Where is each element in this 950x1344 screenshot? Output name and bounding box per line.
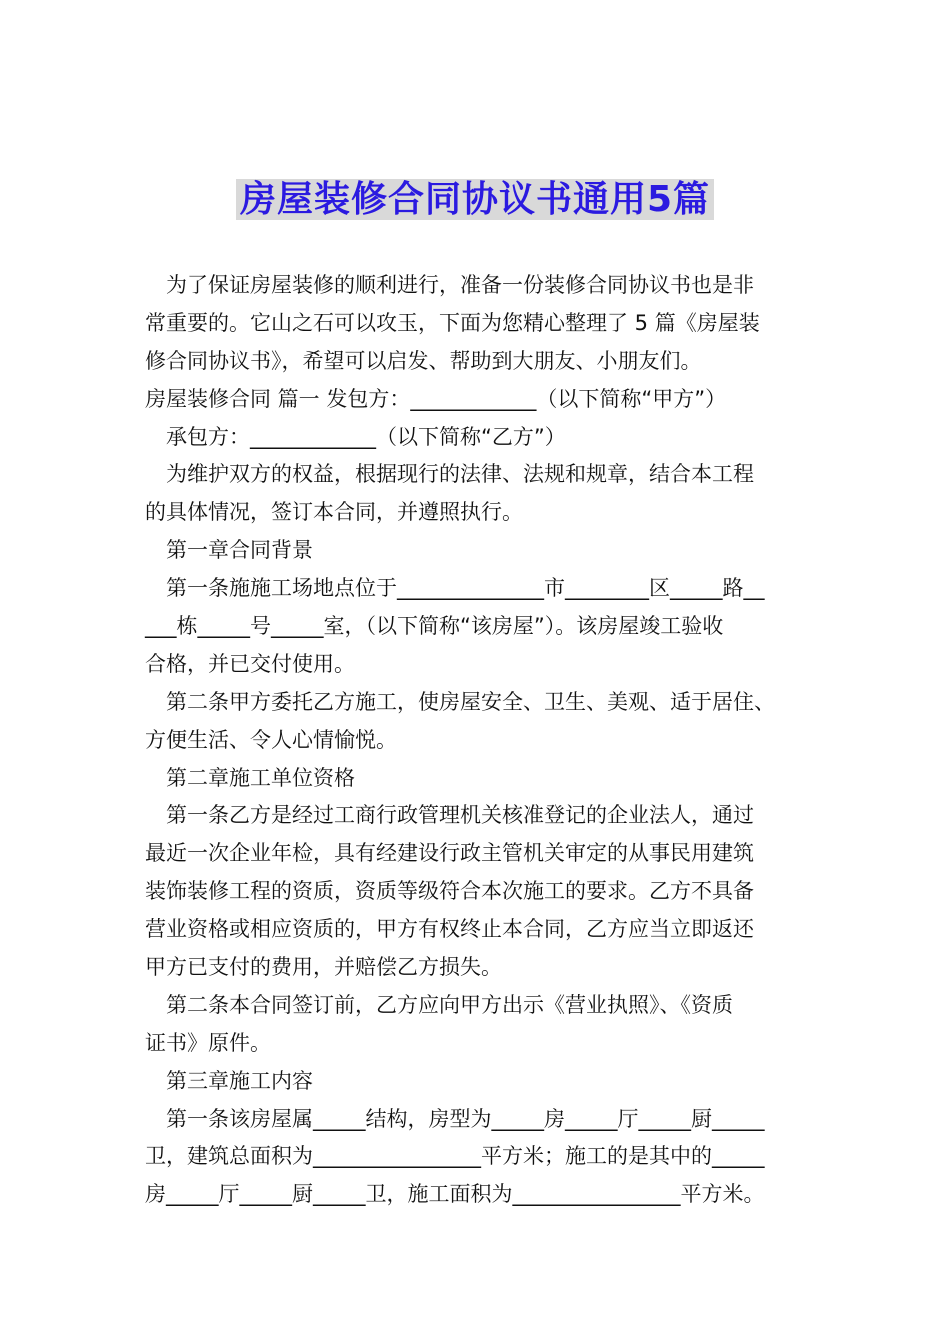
paragraph-line: 装饰装修工程的资质，资质等级符合本次施工的要求。乙方不具备 [145,879,754,904]
paragraph-line: 营业资格或相应资质的，甲方有权终止本合同，乙方应当立即返还 [145,917,754,942]
paragraph-line: 第一条施施工场地点位于______________市________区_____路__ [166,576,765,601]
paragraph-line: 第二条甲方委托乙方施工，使房屋安全、卫生、美观、适于居住、 [166,689,775,714]
paragraph-line: 证书》原件。 [145,1030,271,1055]
paragraph-line: 第一条该房屋属_____结构，房型为_____房_____厅_____厨_____ [166,1106,765,1131]
paragraph-line: 的具体情况，签订本合同，并遵照执行。 [145,500,523,525]
document-title: 房屋装修合同协议书通用5篇 [236,179,714,220]
paragraph-line: 常重要的。它山之石可以攻玉，下面为您精心整理了 5 篇《房屋装 [145,310,760,335]
paragraph-line: 第三章施工内容 [166,1068,313,1093]
paragraph-line: 为维护双方的权益，根据现行的法律、法规和规章，结合本工程 [166,462,754,487]
paragraph-line: 卫，建筑总面积为________________平方米；施工的是其中的_____ [145,1144,765,1169]
paragraph-line: 承包方：____________（以下简称“乙方”） [166,424,566,449]
paragraph-line: 第一章合同背景 [166,538,313,563]
paragraph-line: ___栋_____号_____室，（以下简称“该房屋”）。该房屋竣工验收 [145,614,724,639]
paragraph-line: 房屋装修合同 篇一 发包方：____________（以下简称“甲方”） [145,386,727,411]
paragraph-line: 甲方已支付的费用，并赔偿乙方损失。 [145,955,502,980]
document-body [145,267,815,1214]
paragraph-line: 合格，并已交付使用。 [145,651,355,676]
paragraph-line: 房_____厅_____厨_____卫，施工面积为________________平方米。 [145,1182,765,1207]
paragraph-line: 第二条本合同签订前，乙方应向甲方出示《营业执照》、《资质 [166,992,733,1017]
paragraph-line: 最近一次企业年检，具有经建设行政主管机关审定的从事民用建筑 [145,841,754,866]
paragraph-line: 为了保证房屋装修的顺利进行，准备一份装修合同协议书也是非 [166,273,754,297]
paragraph-line: 修合同协议书》，希望可以启发、帮助到大朋友、小朋友们。 [145,348,702,373]
paragraph-line: 第二章施工单位资格 [166,765,355,790]
paragraph-line: 方便生活、令人心情愉悦。 [145,727,397,752]
paragraph-line: 第一条乙方是经过工商行政管理机关核准登记的企业法人，通过 [166,803,754,828]
document-title-block [0,178,950,222]
